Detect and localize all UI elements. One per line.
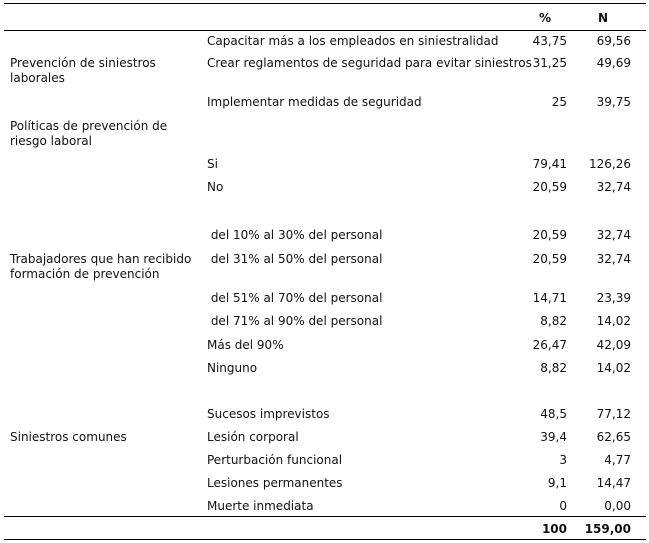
row-pct: 8,82 xyxy=(540,314,567,328)
total-pct: 100 xyxy=(541,522,567,536)
header-n: N xyxy=(597,11,609,25)
category-prevencion-siniestros: Prevención de siniestros laborales xyxy=(10,56,156,85)
category-trabajadores-formacion: Trabajadores que han recibido formación de prevención xyxy=(10,252,192,281)
header-pct: % xyxy=(538,11,552,25)
row-n: 32,74 xyxy=(596,180,631,194)
row-n: 69,56 xyxy=(596,34,631,48)
row-pct: 48,5 xyxy=(540,407,567,421)
row-pct: 39,4 xyxy=(540,430,567,444)
row-label: Lesiones permanentes xyxy=(207,476,343,490)
row-n: 0,00 xyxy=(604,499,631,513)
row-n: 126,26 xyxy=(589,157,631,171)
row-pct: 20,59 xyxy=(532,180,567,194)
row-label: del 10% al 30% del personal xyxy=(207,228,383,242)
row-label: Ninguno xyxy=(207,361,258,375)
row-n: 14,47 xyxy=(596,476,631,490)
row-n: 49,69 xyxy=(596,56,631,70)
row-label: Más del 90% xyxy=(207,338,284,352)
row-pct: 0 xyxy=(559,499,567,513)
row-label: Si xyxy=(207,157,218,171)
row-n: 39,75 xyxy=(596,95,631,109)
row-pct: 25 xyxy=(551,95,567,109)
category-politicas-prevencion: Políticas de prevención de riesgo laboral xyxy=(10,119,168,148)
row-pct: 9,1 xyxy=(547,476,567,490)
total-rule xyxy=(4,516,646,517)
row-label: No xyxy=(207,180,224,194)
row-pct: 79,41 xyxy=(532,157,567,171)
row-label: del 51% al 70% del personal xyxy=(207,291,383,305)
row-label: del 31% al 50% del personal xyxy=(207,252,383,266)
row-pct: 20,59 xyxy=(532,252,567,266)
row-pct: 14,71 xyxy=(532,291,567,305)
row-n: 32,74 xyxy=(596,252,631,266)
row-n: 62,65 xyxy=(596,430,631,444)
row-label: Sucesos imprevistos xyxy=(207,407,330,421)
bottom-rule xyxy=(4,539,646,540)
category-siniestros-comunes: Siniestros comunes xyxy=(10,430,127,444)
row-pct: 31,25 xyxy=(532,56,567,70)
row-label: Capacitar más a los empleados en siniestralidad xyxy=(207,34,499,48)
row-n: 23,39 xyxy=(596,291,631,305)
row-label: Muerte inmediata xyxy=(207,499,314,513)
row-n: 77,12 xyxy=(596,407,631,421)
row-n: 32,74 xyxy=(596,228,631,242)
row-pct: 20,59 xyxy=(532,228,567,242)
row-label: del 71% al 90% del personal xyxy=(207,314,383,328)
row-pct: 8,82 xyxy=(540,361,567,375)
row-n: 4,77 xyxy=(604,453,631,467)
row-label: Lesión corporal xyxy=(207,430,299,444)
row-n: 14,02 xyxy=(596,361,631,375)
total-n: 159,00 xyxy=(584,522,631,536)
top-rule xyxy=(4,3,646,4)
header-rule xyxy=(4,30,646,31)
row-pct: 26,47 xyxy=(532,338,567,352)
row-label: Perturbación funcional xyxy=(207,453,343,467)
row-label: Crear reglamentos de seguridad para evitar siniestros xyxy=(207,56,532,70)
row-n: 42,09 xyxy=(596,338,631,352)
row-pct: 43,75 xyxy=(532,34,567,48)
row-pct: 3 xyxy=(559,453,567,467)
row-label: Implementar medidas de seguridad xyxy=(207,95,422,109)
row-n: 14,02 xyxy=(596,314,631,328)
